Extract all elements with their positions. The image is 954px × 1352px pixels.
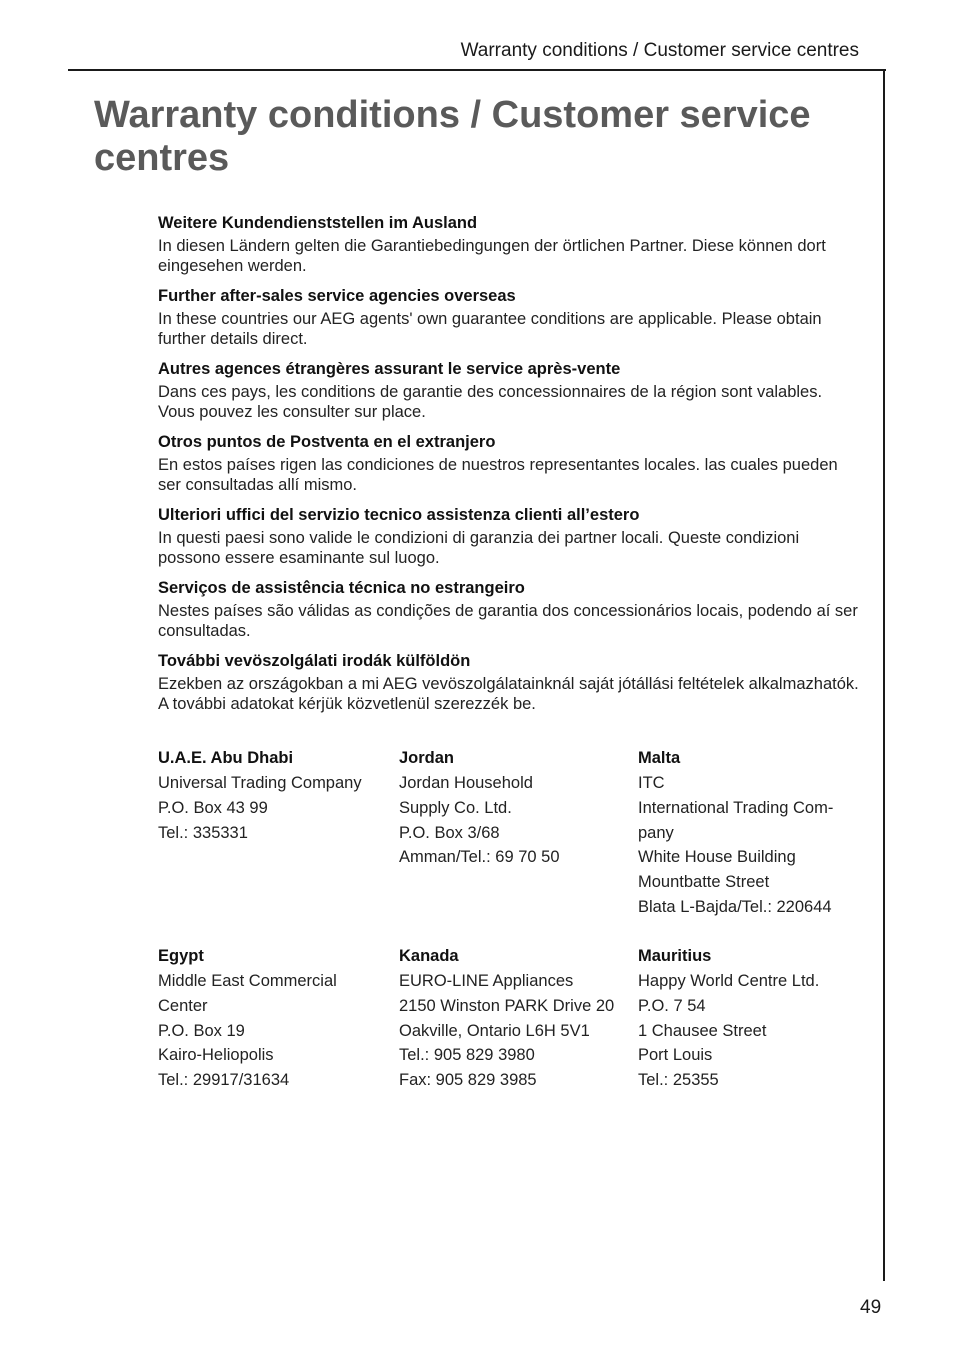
section-french [158,358,863,422]
country-name: Jordan [399,749,455,767]
section-heading: További vevöszolgálati irodák külföldön [158,652,471,670]
centres-row-2 [158,944,863,1093]
address-line: EURO-LINE Appliances [399,972,574,990]
address-line: pany [638,823,674,842]
address-line: Tel.: 25355 [638,1071,719,1090]
address-line: Center [158,996,208,1015]
section-body: Ezekben az országokban a mi AEG vevöszolgálatainknál saját jótállási feltételek alkalmazhatók. A további adatokat kérjük közvetlenül szerezzék be. [158,675,859,713]
address-line: Kairo-Heliopolis [158,1046,274,1065]
address-line: Tel.: 905 829 3980 [399,1046,535,1065]
country-name: Mauritius [638,947,712,965]
language-sections [158,212,863,723]
section-heading: Further after-sales service agencies overseas [158,287,516,305]
page-title: Warranty conditions / Customer service centres [94,94,811,179]
section-portuguese [158,577,863,641]
section-heading: Weitere Kundendienststellen im Ausland [158,214,478,232]
country-name: Egypt [158,947,204,965]
address-line: 1 Chausee Street [638,1021,767,1040]
centre-mauritius [638,944,863,1093]
section-body: In these countries our AEG agents' own guarantee conditions are applicable. Please obtain further details direct. [158,310,822,348]
country-name: U.A.E. Abu Dhabi [158,749,294,767]
centres-row-1 [158,746,863,920]
country-name: Kanada [399,947,459,965]
section-hungarian [158,650,863,714]
section-body: In questi paesi sono valide le condizioni di garanzia dei partner locali. Queste condizioni possono essere esaminante sul luogo. [158,529,800,567]
address-line: International Trading Com- [638,798,834,817]
centre-egypt [158,944,399,1093]
address-line: Blata L-Bajda/Tel.: 220644 [638,897,832,916]
page-number: 49 [860,1297,882,1318]
address-line: Middle East Commercial [158,972,337,990]
section-body: Dans ces pays, les conditions de garantie des concessionnaires de la région sont valables. Vous pouvez les consulter sur place. [158,383,823,421]
running-header: Warranty conditions / Customer service centres [460,40,859,61]
address-line: Port Louis [638,1046,713,1065]
address-line: Tel.: 335331 [158,823,248,842]
centre-kanada [399,944,638,1093]
centre-malta [638,746,863,920]
centre-uae [158,746,399,920]
section-italian [158,504,863,568]
country-name: Malta [638,749,681,767]
address-line: Oakville, Ontario L6H 5V1 [399,1021,590,1040]
address-line: Happy World Centre Ltd. [638,972,820,990]
section-body: En estos países rigen las condiciones de nuestros representantes locales. las cuales pueden ser consultadas allí mismo. [158,456,838,494]
address-line: Tel.: 29917/31634 [158,1071,290,1090]
address-line: Mountbatte Street [638,873,770,892]
header-rule [68,69,886,71]
address-line: P.O. Box 3/68 [399,823,500,842]
address-line: Jordan Household [399,774,533,792]
section-body: In diesen Ländern gelten die Garantiebedingungen der örtlichen Partner. Diese können dort eingesehen werden. [158,237,826,275]
centre-jordan [399,746,638,920]
address-line: 2150 Winston PARK Drive 20 [399,996,615,1015]
section-spanish [158,431,863,495]
section-heading: Otros puntos de Postventa en el extranjero [158,433,496,451]
section-heading: Serviços de assistência técnica no estrangeiro [158,579,525,597]
section-heading: Ulteriori uffici del servizio tecnico assistenza clienti all’estero [158,506,640,524]
address-line: P.O. 7 54 [638,996,706,1015]
address-line: Amman/Tel.: 69 70 50 [399,848,560,867]
address-line: White House Building [638,848,796,867]
section-english [158,285,863,349]
address-line: ITC [638,774,665,792]
address-line: P.O. Box 19 [158,1021,245,1040]
address-line: Supply Co. Ltd. [399,798,512,817]
address-line: Fax: 905 829 3985 [399,1071,537,1090]
section-heading: Autres agences étrangères assurant le service après-vente [158,360,621,378]
margin-rule [883,69,885,1281]
section-body: Nestes países são válidas as condições de garantia dos concessionários locais, podendo aí ser consultadas. [158,602,858,640]
section-german [158,212,863,276]
address-line: P.O. Box 43 99 [158,798,268,817]
address-line: Universal Trading Company [158,774,362,792]
